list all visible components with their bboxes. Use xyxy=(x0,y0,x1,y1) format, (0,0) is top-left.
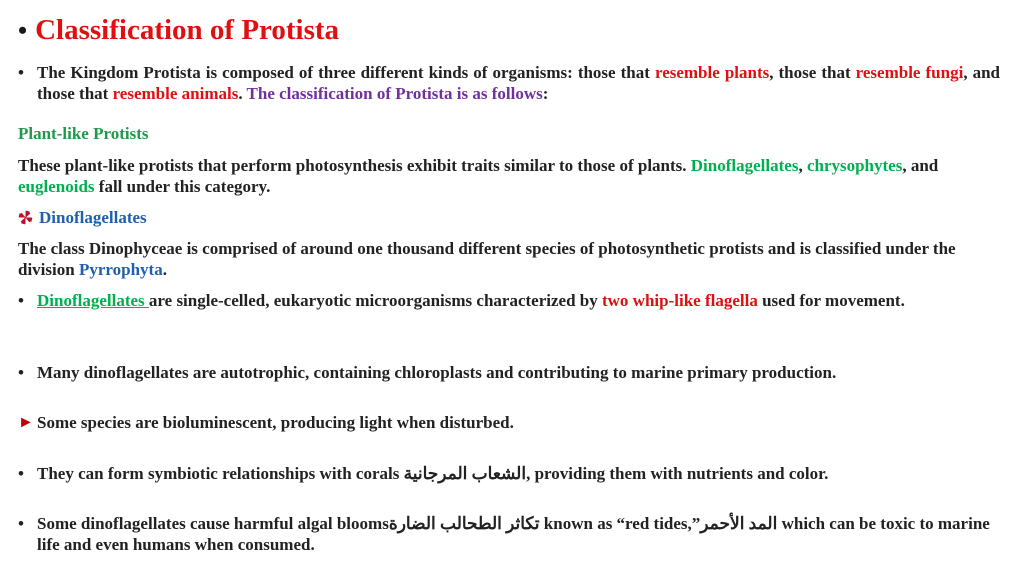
bullet-dot: • xyxy=(18,63,24,82)
triangle-bullet-icon: ► xyxy=(18,414,34,431)
item-text: known as “red tides,” xyxy=(539,514,701,533)
item-text: , providing them with nutrients and color. xyxy=(526,464,829,483)
chrysophytes-term: chrysophytes xyxy=(806,156,903,175)
para-text: These plant-like protists that perform photosynthesis exhibit traits similar to those of plants. xyxy=(18,156,691,175)
intro-text: The Kingdom Protista is composed of three different kinds of organisms: those that xyxy=(37,63,655,82)
class-paragraph xyxy=(18,238,1000,280)
item-text: Many dinoflagellates are autotrophic, containing chloroplasts and contributing to marine primary production. xyxy=(37,363,837,382)
para-text: . xyxy=(162,260,167,279)
para-text: fall under this category. xyxy=(94,177,271,196)
arabic-red-tide-text: المد الأحمر xyxy=(700,514,778,533)
pyrrophyta-term: Pyrrophyta xyxy=(78,260,163,279)
classification-note: The classification of Protista is as follows xyxy=(246,84,543,103)
intro-bullet-paragraph xyxy=(18,62,1000,104)
list-item xyxy=(18,362,1000,383)
item-text: used for movement. xyxy=(757,291,905,310)
list-item xyxy=(18,290,1000,311)
item-text: Some dinoflagellates cause harmful algal blooms xyxy=(37,514,389,533)
list-item xyxy=(18,463,1000,484)
page-title xyxy=(18,14,339,47)
bullet-dot: • xyxy=(18,514,24,533)
bullet-dot: • xyxy=(18,291,24,310)
para-text: The class Dinophyceae is comprised of around one thousand different species of photosynthetic protists and is classified under the division xyxy=(18,239,956,279)
title-text: Classification of Protista xyxy=(35,14,340,46)
resemble-plants-term: resemble plants xyxy=(654,63,770,82)
resemble-fungi-term: resemble fungi xyxy=(855,63,964,82)
list-item xyxy=(18,513,1000,555)
arabic-algal-bloom-text: تكاثر الطحالب الضارة xyxy=(388,514,540,533)
bullet-dot: • xyxy=(18,363,24,382)
title-bullet: • xyxy=(18,16,28,45)
bullet-dot: • xyxy=(18,464,24,483)
euglenoids-term: euglenoids xyxy=(18,177,95,196)
intro-text: . xyxy=(238,84,247,103)
dinoflagellates-link[interactable]: Dinoflagellates xyxy=(37,291,149,310)
list-item xyxy=(18,412,1000,433)
flagella-term: two whip-like flagella xyxy=(601,291,758,310)
intro-text: , and those that xyxy=(37,63,1001,103)
dinoflagellates-heading xyxy=(18,207,1000,228)
item-text: Some species are bioluminescent, producing light when disturbed. xyxy=(37,413,514,432)
section-heading: Plant-like Protists xyxy=(18,124,149,143)
item-text: are single-celled, eukaryotic microorganisms characterized by xyxy=(148,291,602,310)
intro-text: : xyxy=(542,84,549,103)
intro-text: , those that xyxy=(769,63,856,82)
resemble-animals-term: resemble animals xyxy=(112,84,239,103)
arabic-corals-text: الشعاب المرجانية xyxy=(403,464,527,483)
pinwheel-icon xyxy=(18,210,33,225)
item-text: They can form symbiotic relationships with corals xyxy=(37,464,404,483)
dinoflagellates-term: Dinoflagellates xyxy=(690,156,799,175)
plant-like-paragraph xyxy=(18,155,1000,197)
item-text: which can be toxic to marine life and even humans when consumed. xyxy=(37,514,990,554)
para-text: , xyxy=(798,156,807,175)
dinoflagellates-heading-text: Dinoflagellates xyxy=(39,208,147,227)
para-text: , and xyxy=(902,156,939,175)
